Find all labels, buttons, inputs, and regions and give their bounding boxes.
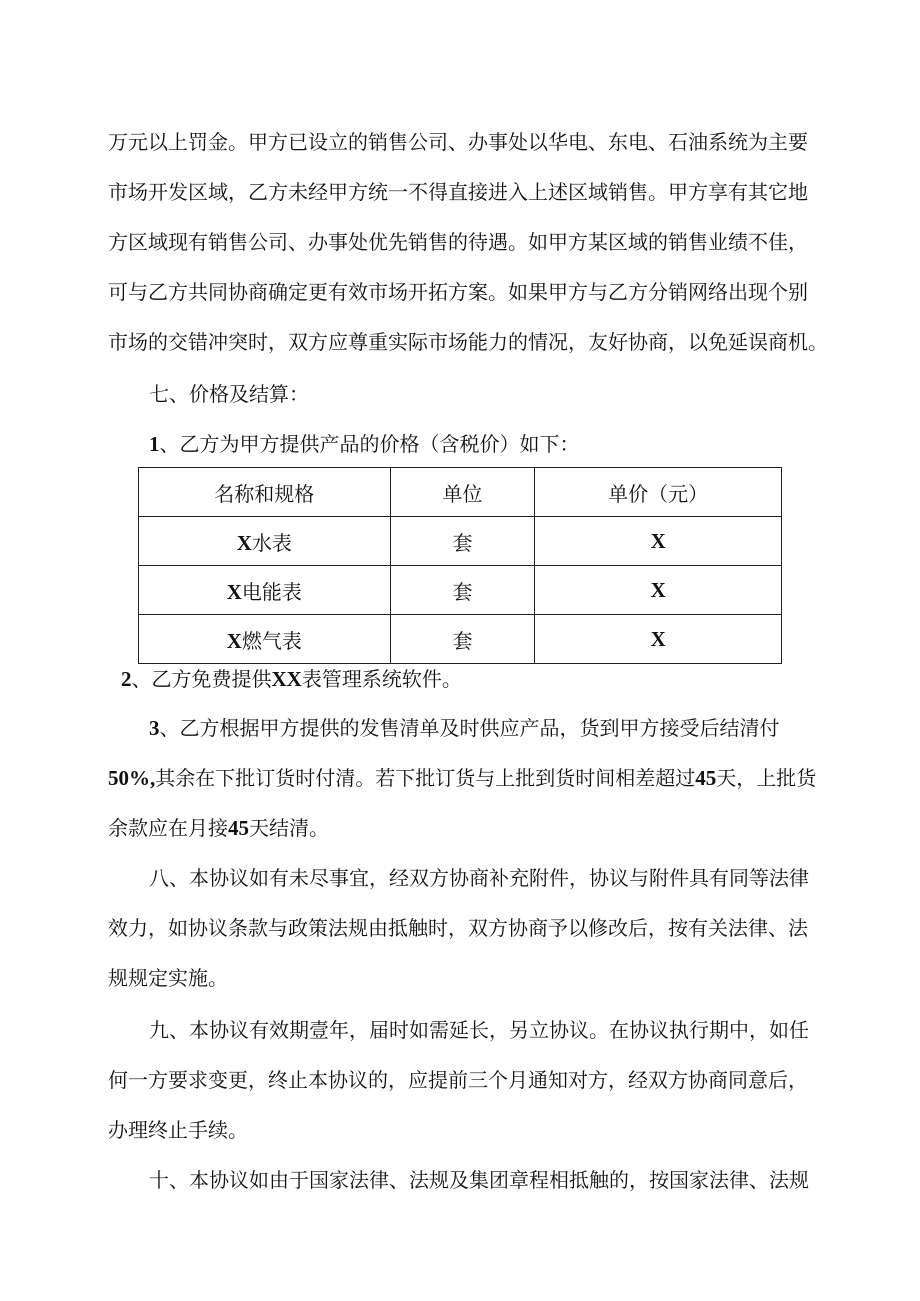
item-2: [121, 667, 462, 691]
section-8-line: 规规定实施。: [108, 966, 228, 990]
item-3-text: 天，上批货: [716, 766, 817, 790]
header-unit-price: 单价（元）: [535, 468, 782, 517]
table-row: [139, 615, 782, 664]
section-8-line: 效力，如协议条款与政策法规由抵触时，双方协商予以修改后，按有关法律、法: [108, 916, 808, 940]
item-2-xx: XX: [271, 667, 302, 691]
paragraph-line: 方区域现有销售公司、办事处优先销售的待遇。如甲方某区域的销售业绩不佳，: [108, 230, 808, 254]
cell-product-name: [139, 517, 391, 566]
cell-product-name: [139, 615, 391, 664]
product-prefix: X: [226, 579, 242, 604]
item-3-text: 、乙方根据甲方提供的发售清单及时供应产品，货到甲方接受后结清付: [159, 716, 780, 740]
section-9-line: 九、本协议有效期壹年，届时如需延长，另立协议。在协议执行期中，如任: [149, 1018, 809, 1042]
paragraph-line: 万元以上罚金。甲方已设立的销售公司、办事处以华电、东电、石油系统为主要: [108, 130, 808, 154]
section-7-heading: 七、价格及结算：: [149, 382, 309, 406]
item-1-number: 1: [149, 432, 160, 456]
item-2-text: 、乙方免费提供: [131, 667, 272, 691]
product-name: 水表: [251, 530, 292, 555]
paragraph-line: 可与乙方共同协商确定更有效市场开拓方案。如果甲方与乙方分销网络出现个别: [108, 280, 808, 304]
item-3-line-3: [108, 816, 329, 840]
item-3-text: 余款应在月接: [108, 816, 228, 840]
item-3-text: 天结清。: [249, 816, 329, 840]
table-row: [139, 566, 782, 615]
section-10-line: 十、本协议如由于国家法律、法规及集团章程相抵触的，按国家法律、法规: [149, 1168, 809, 1192]
header-name-spec: 名称和规格: [139, 468, 391, 517]
item-3-days: 45: [228, 816, 249, 840]
product-name: 燃气表: [241, 628, 302, 653]
section-9-line: 办理终止手续。: [108, 1118, 248, 1142]
product-name: 电能表: [241, 579, 302, 604]
price-value: X: [650, 528, 666, 553]
price-table: [138, 467, 782, 664]
section-9-line: 何一方要求变更，终止本协议的，应提前三个月通知对方，经双方协商同意后，: [108, 1068, 808, 1092]
cell-price: [535, 615, 782, 664]
cell-price: [535, 517, 782, 566]
cell-price: [535, 566, 782, 615]
product-prefix: X: [226, 628, 242, 653]
item-1: [149, 432, 580, 456]
price-value: X: [650, 577, 666, 602]
item-3-number: 3: [149, 716, 160, 740]
cell-unit: 套: [390, 566, 535, 615]
item-3-days: 45: [695, 766, 717, 790]
item-3-line-1: [149, 716, 780, 740]
item-2-number: 2: [121, 667, 132, 691]
product-prefix: X: [236, 530, 252, 555]
price-value: X: [650, 626, 666, 651]
table-header-row: [139, 468, 782, 517]
table-row: [139, 517, 782, 566]
item-3-line-2: [108, 766, 816, 790]
cell-product-name: [139, 566, 391, 615]
cell-unit: 套: [390, 615, 535, 664]
item-1-text: 、乙方为甲方提供产品的价格（含税价）如下：: [159, 432, 580, 456]
item-3-text: 其余在下批订货时付清。若下批订货与上批到货时间相差超过: [155, 766, 696, 790]
header-unit: 单位: [390, 468, 535, 517]
item-3-percent: 50%,: [108, 766, 156, 790]
item-2-text-end: 表管理系统软件。: [301, 667, 462, 691]
cell-unit: 套: [390, 517, 535, 566]
paragraph-line: 市场开发区域，乙方未经甲方统一不得直接进入上述区域销售。甲方享有其它地: [108, 180, 808, 204]
section-8-line: 八、本协议如有未尽事宜，经双方协商补充附件，协议与附件具有同等法律: [149, 866, 809, 890]
paragraph-line: 市场的交错冲突时，双方应尊重实际市场能力的情况，友好协商，以免延误商机。: [108, 330, 828, 354]
